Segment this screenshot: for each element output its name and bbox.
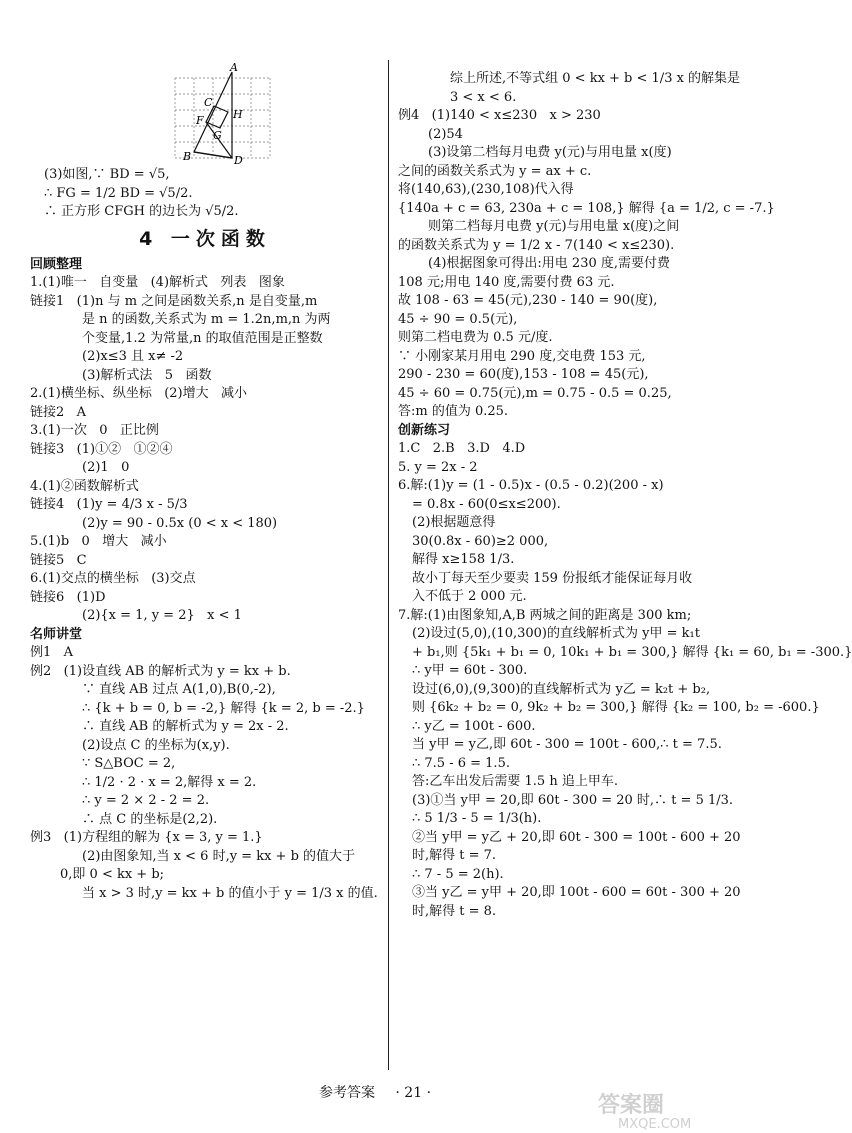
text-line: 0,即 0 < kx + b; <box>60 867 165 882</box>
text-line: 290 - 230 = 60(度),153 - 108 = 45(元), <box>398 367 649 382</box>
text-line: 链接1 (1)n 与 m 之间是函数关系,n 是自变量,m <box>30 293 318 309</box>
text-line: ②当 y甲 = y乙 + 20,即 60t - 300 = 100t - 600 + 20 <box>412 829 741 845</box>
text-line: ∴ y = 2 × 2 - 2 = 2. <box>82 793 210 808</box>
text-line: (2)设点 C 的坐标为(x,y). <box>82 737 230 753</box>
label-g: G <box>213 129 222 142</box>
text-line: 6.解:(1)y = (1 - 0.5)x - (0.5 - 0.2)(200 - x) <box>398 478 664 493</box>
text-line: 链接3 (1)①② ①②④ <box>30 441 173 457</box>
text-line: 例3 (1)方程组的解为 {x = 3, y = 1.} <box>30 830 263 845</box>
text-line: ∴ 点 C 的坐标是(2,2). <box>82 811 218 827</box>
text-line: 故小丁每天至少要卖 159 份报纸才能保证每月收 <box>412 570 693 586</box>
text-line: (2){x = 1, y = 2} x < 1 <box>82 608 242 623</box>
text-line: ∴ 1/2 · 2 · x = 2,解得 x = 2. <box>82 774 257 790</box>
text-line: 45 ÷ 90 = 0.5(元), <box>398 311 518 327</box>
label-c: C <box>204 96 213 109</box>
label-a: A <box>230 61 238 74</box>
text-line: 例4 (1)140 < x≤230 x > 230 <box>398 108 601 123</box>
text-line: 108 元;用电 140 度,需要付费 63 元. <box>398 274 615 290</box>
section-heading: 回顾整理 <box>30 256 83 272</box>
text-line: 答:乙车出发后需要 1.5 h 追上甲车. <box>412 774 618 789</box>
text-line: ∴ {k + b = 0, b = -2,} 解得 {k = 2, b = -2.} <box>82 700 365 716</box>
geometry-figure <box>30 62 380 166</box>
text-line: 30(0.8x - 60)≥2 000, <box>412 533 549 549</box>
text-line: 当 x > 3 时,y = kx + b 的值小于 y = 1/3 x 的值. <box>82 885 378 901</box>
text-line: (3)设第二档每月电费 y(元)与用电量 x(度) <box>428 145 672 160</box>
text-line: 3.(1)一次 0 正比例 <box>30 423 159 438</box>
text-line: 之间的函数关系式为 y = ax + c. <box>398 163 592 179</box>
text-line: 答:m 的值为 0.25. <box>398 404 509 419</box>
text-line: ∴ y乙 = 100t - 600. <box>412 718 536 734</box>
text-line: (2)54 <box>428 126 463 142</box>
label-h: H <box>233 108 243 121</box>
text-line: ③当 y乙 = y甲 + 20,即 100t - 600 = 60t - 300 + 20 <box>412 885 741 900</box>
text-line: ∵ S△BOC = 2, <box>82 756 176 771</box>
text-line: 将(140,63),(230,108)代入得 <box>398 182 574 197</box>
text-line: ∴ 7.5 - 6 = 1.5. <box>412 755 510 771</box>
svg-text:MXQE.COM: MXQE.COM <box>618 1117 692 1132</box>
text-line: 例2 (1)设直线 AB 的解析式为 y = kx + b. <box>30 663 291 679</box>
text-line: (3)如图,∵ BD = √5, <box>44 167 170 182</box>
text-line: 链接5 C <box>30 552 87 568</box>
text-line: ∴ 5 1/3 - 5 = 1/3(h). <box>412 811 542 826</box>
text-line: 链接6 (1)D <box>30 589 106 605</box>
column-divider <box>388 60 389 1070</box>
text-line: 45 ÷ 60 = 0.75(元),m = 0.75 - 0.5 = 0.25, <box>398 385 672 401</box>
text-line: 是 n 的函数,关系式为 m = 1.2n,m,n 为两 <box>82 312 331 327</box>
text-line: 4.(1)②函数解析式 <box>30 478 139 494</box>
watermark-logo <box>588 1090 738 1130</box>
text-line: 则第二档每月电费 y(元)与用电量 x(度)之间 <box>428 219 680 234</box>
text-line: 1.(1)唯一 自变量 (4)解析式 列表 图象 <box>30 275 285 290</box>
text-line: 例1 A <box>30 645 74 660</box>
right-column <box>398 70 852 921</box>
text-line: (2)x≤3 且 x≠ -2 <box>82 349 184 364</box>
label-d: D <box>234 154 243 167</box>
text-line: (2)1 0 <box>82 460 130 475</box>
text-line: (2)设过(5,0),(10,300)的直线解析式为 y甲 = k₁t <box>412 626 700 641</box>
text-line: 5.(1)b 0 增大 减小 <box>30 534 167 549</box>
text-line: 6.(1)交点的横坐标 (3)交点 <box>30 571 196 586</box>
left-text-lines <box>30 166 380 903</box>
text-line: 链接2 A <box>30 404 87 420</box>
text-line: 时,解得 t = 7. <box>412 848 497 863</box>
label-b: B <box>183 150 192 163</box>
footer-label: 参考答案 <box>318 1085 375 1101</box>
text-line: 则 {6k₂ + b₂ = 0, 9k₂ + b₂ = 300,} 解得 {k₂ = 100, b₂ = -600.} <box>412 700 820 715</box>
text-line: 个变量,1.2 为常量,n 的取值范围是正整数 <box>82 330 323 346</box>
square-grid-diagram <box>170 62 300 166</box>
text-line: 当 y甲 = y乙,即 60t - 300 = 100t - 600,∴ t = 7.5. <box>412 737 722 752</box>
text-line: (2)由图象知,当 x < 6 时,y = kx + b 的值大于 <box>82 848 356 864</box>
text-line: ∴ y甲 = 60t - 300. <box>412 663 528 678</box>
text-line: {140a + c = 63, 230a + c = 108,} 解得 {a = 1/2, c = -7.} <box>398 200 775 216</box>
text-line: 则第二档电费为 0.5 元/度. <box>398 330 553 345</box>
text-line: = 0.8x - 60(0≤x≤200). <box>412 496 561 512</box>
svg-text:答案圈: 答案圈 <box>598 1093 665 1118</box>
text-line: (3)解析式法 5 函数 <box>82 367 212 383</box>
text-line: ∴ 7 - 5 = 2(h). <box>412 866 504 882</box>
text-line: 综上所述,不等式组 0 < kx + b < 1/3 x 的解集是 <box>450 71 741 86</box>
text-line: ∵ 小刚家某月用电 290 度,交电费 153 元, <box>398 348 646 364</box>
text-line: 设过(6,0),(9,300)的直线解析式为 y乙 = k₂t + b₂, <box>412 681 711 697</box>
text-line: 3 < x < 6. <box>450 89 517 105</box>
text-line: (4)根据图象可得出:用电 230 度,需要付费 <box>428 256 671 271</box>
chapter-title: 4 一次函数 <box>139 227 271 250</box>
text-line: ∴ 直线 AB 的解析式为 y = 2x - 2. <box>82 719 289 734</box>
text-line: (2)y = 90 - 0.5x (0 < x < 180) <box>82 515 278 531</box>
section-heading: 创新练习 <box>398 422 451 438</box>
text-line: ∵ 直线 AB 过点 A(1,0),B(0,-2), <box>82 682 276 697</box>
text-line: 链接4 (1)y = 4/3 x - 5/3 <box>30 497 188 512</box>
page-number: · 21 · <box>395 1085 432 1101</box>
text-line: (3)①当 y甲 = 20,即 60t - 300 = 20 时,∴ t = 5 1/3. <box>412 792 734 808</box>
left-column <box>30 62 380 903</box>
text-line: 时,解得 t = 8. <box>412 903 497 919</box>
text-line: 解得 x≥158 1/3. <box>412 552 515 567</box>
text-line: 的函数关系式为 y = 1/2 x - 7(140 < x≤230). <box>398 237 675 253</box>
text-line: ∴ 正方形 CFGH 的边长为 √5/2. <box>44 204 239 219</box>
text-line: + b₁,则 {5k₁ + b₁ = 0, 10k₁ + b₁ = 300,} 解得 {k₁ = 60, b₁ = -300.} <box>412 644 852 660</box>
right-text-lines <box>398 70 852 921</box>
text-line: 2.(1)横坐标、纵坐标 (2)增大 减小 <box>30 386 248 401</box>
text-line: 1.C 2.B 3.D 4.D <box>398 441 526 456</box>
text-line: 入不低于 2 000 元. <box>412 589 527 604</box>
text-line: (2)根据题意得 <box>412 515 496 530</box>
text-line: 5. y = 2x - 2 <box>398 459 478 475</box>
section-heading: 名师讲堂 <box>30 626 83 642</box>
label-f: F <box>196 114 204 127</box>
text-line: 7.解:(1)由图象知,A,B 两城之间的距离是 300 km; <box>398 607 692 623</box>
text-line: 故 108 - 63 = 45(元),230 - 140 = 90(度), <box>398 293 658 308</box>
text-line: ∴ FG = 1/2 BD = √5/2. <box>44 185 193 201</box>
